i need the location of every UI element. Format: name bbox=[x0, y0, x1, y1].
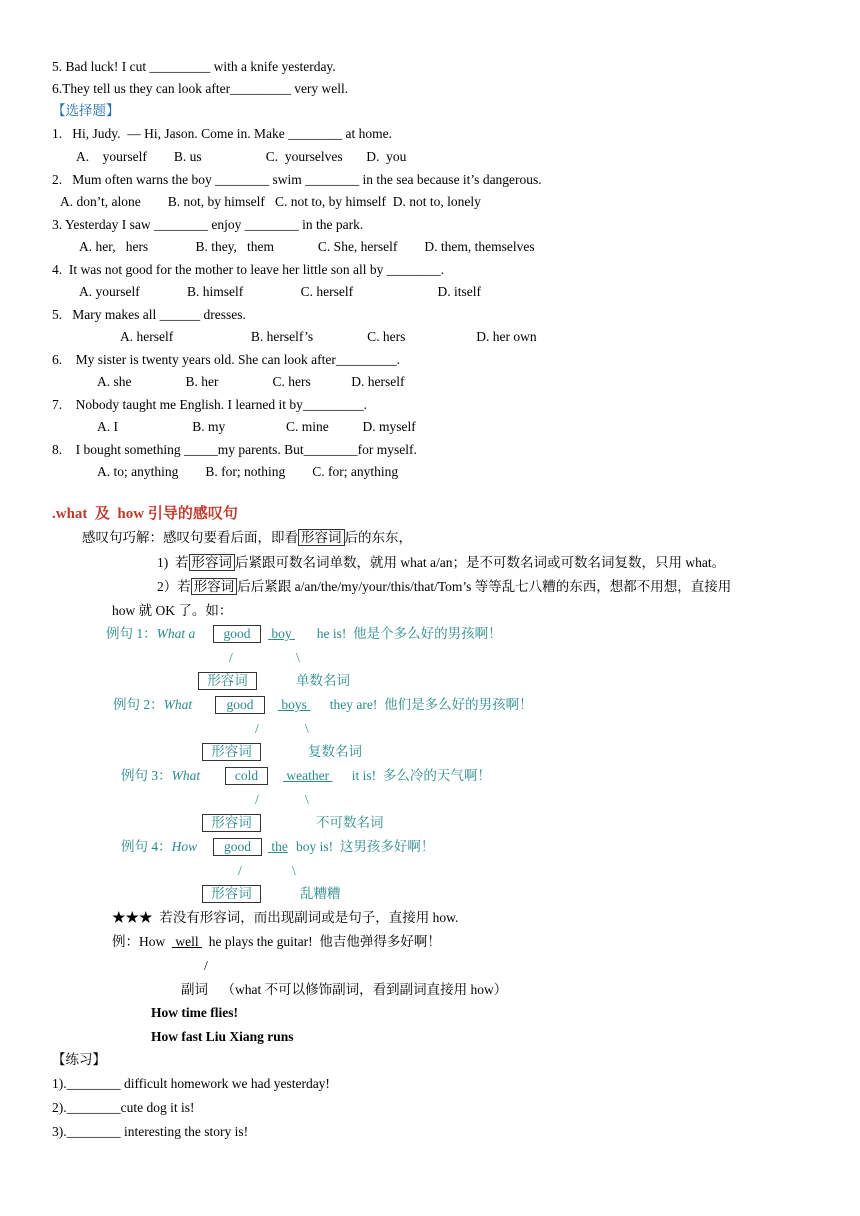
example-2-tag: 形容词 bbox=[202, 743, 261, 761]
mc-question: 3. Yesterday I saw ________ enjoy ________ in the park. bbox=[52, 217, 364, 232]
mc-options: A. herself B. herself’s C. hers D. her own bbox=[120, 329, 537, 344]
practice-item-2: 2).________cute dog it is! bbox=[52, 1100, 195, 1115]
example-4-rest: boy is! 这男孩多好啊！ bbox=[296, 839, 435, 854]
example-4-slash: / bbox=[238, 863, 242, 878]
example-3-slash: / bbox=[255, 792, 259, 807]
tip-rule-2: 2）若 形容词 后后紧跟 a/an/the/my/your/this/that/Tom’s 等等乱七八糟的东西，想都不用想，直接用 bbox=[157, 579, 732, 594]
mc-question: 6. My sister is twenty years old. She can look after_________. bbox=[52, 352, 400, 367]
example-1-rest: he is! 他是个多么好的男孩啊！ bbox=[310, 626, 502, 641]
example-4: 例句 4：How bbox=[121, 839, 198, 854]
practice-item-3: 3).________ interesting the story is! bbox=[52, 1124, 249, 1139]
mc-options: A. don’t, alone B. not, by himself C. not to, by himself D. not to, lonely bbox=[60, 194, 481, 209]
section-title: .what 及 how 引导的感叹句 bbox=[52, 506, 238, 522]
adverb-example: 例：How well he plays the guitar! 他吉他弹得多好啊！ bbox=[112, 934, 441, 949]
example-3: 例句 3：What bbox=[121, 768, 201, 783]
example-2-backslash: \ bbox=[305, 721, 309, 736]
example-4-note: 乱糟糟 bbox=[300, 886, 341, 901]
mc-options: A. yourself B. us C. yourselves D. you bbox=[76, 149, 407, 164]
mc-options: A. she B. her C. hers D. herself bbox=[97, 374, 405, 389]
practice-item-1: 1).________ difficult homework we had yesterday! bbox=[52, 1076, 330, 1091]
mc-options: A. yourself B. himself C. herself D. itself bbox=[79, 284, 481, 299]
example-4-noun: the bbox=[271, 839, 288, 854]
example-1-adjective: good bbox=[213, 625, 261, 643]
example-3-tag: 形容词 bbox=[202, 814, 261, 832]
adjective-box: 形容词 bbox=[298, 529, 345, 546]
example-4-tag: 形容词 bbox=[202, 885, 261, 903]
example-1-note: 单数名词 bbox=[296, 673, 350, 688]
example-2: 例句 2：What bbox=[113, 697, 193, 712]
example-2-noun: boys bbox=[281, 697, 307, 712]
example-1-tag: 形容词 bbox=[198, 672, 257, 690]
fill-in-item-5: 5. Bad luck! I cut _________ with a knife yesterday. bbox=[52, 59, 336, 74]
example-2-slash: / bbox=[255, 721, 259, 736]
adverb-slash: / bbox=[204, 958, 208, 973]
example-4-adjective: good bbox=[213, 838, 262, 856]
tip-rule-2-cont: how 就 OK 了。如： bbox=[112, 603, 233, 618]
adverb-note: 副词 （what 不可以修饰副词，看到副词直接用 how） bbox=[181, 982, 508, 997]
example-3-note: 不可数名词 bbox=[316, 815, 384, 830]
example-2-rest: they are! 他们是多么好的男孩啊！ bbox=[323, 697, 533, 712]
example-1-slash: / bbox=[229, 650, 233, 665]
mc-question: 1. Hi, Judy. — Hi, Jason. Come in. Make ________ at home. bbox=[52, 126, 392, 141]
example-1-backslash: \ bbox=[296, 650, 300, 665]
how-example-1: How time flies! bbox=[151, 1005, 238, 1020]
adjective-box: 形容词 bbox=[191, 578, 238, 595]
stars-icon: ★★★ bbox=[112, 910, 153, 925]
mc-options: A. her, hers B. they, them C. She, herself D. them, themselves bbox=[79, 239, 535, 254]
tip-rule-1: 1) 若 形容词 后紧跟可数名词单数，就用 what a/an；是不可数名词或可数名词复数，只用 what。 bbox=[157, 555, 726, 570]
example-3-noun: weather bbox=[286, 768, 330, 783]
mc-question: 8. I bought something _____my parents. But________for myself. bbox=[52, 442, 417, 457]
fill-in-item-6: 6.They tell us they can look after_________ very well. bbox=[52, 81, 349, 96]
example-3-backslash: \ bbox=[305, 792, 309, 807]
example-1-noun: boy bbox=[271, 626, 292, 641]
mc-header: 【选择题】 bbox=[52, 103, 120, 118]
mc-question: 5. Mary makes all ______ dresses. bbox=[52, 307, 246, 322]
mc-options: A. I B. my C. mine D. myself bbox=[97, 419, 416, 434]
example-2-note: 复数名词 bbox=[308, 744, 362, 759]
mc-question: 4. It was not good for the mother to leave her little son all by ________. bbox=[52, 262, 445, 277]
example-3-rest: it is! 多么冷的天气啊！ bbox=[345, 768, 491, 783]
example-1: 例句 1：What a bbox=[106, 626, 196, 641]
adjective-box: 形容词 bbox=[189, 554, 236, 571]
example-3-adjective: cold bbox=[225, 767, 268, 785]
how-example-2: How fast Liu Xiang runs bbox=[151, 1029, 294, 1044]
practice-header: 【练习】 bbox=[52, 1052, 106, 1067]
mc-question: 2. Mum often warns the boy ________ swim ________ in the sea because it’s dangerous. bbox=[52, 172, 542, 187]
tip-intro: 感叹句巧解：感叹句要看后面，即看 形容词 后的东东， bbox=[82, 530, 412, 545]
example-4-backslash: \ bbox=[292, 863, 296, 878]
mc-question: 7. Nobody taught me English. I learned it by_________. bbox=[52, 397, 367, 412]
stars-note: ★★★ 若没有形容词，而出现副词或是句子，直接用 how. bbox=[112, 910, 459, 925]
mc-options: A. to; anything B. for; nothing C. for; anything bbox=[97, 464, 399, 479]
example-2-adjective: good bbox=[215, 696, 265, 714]
